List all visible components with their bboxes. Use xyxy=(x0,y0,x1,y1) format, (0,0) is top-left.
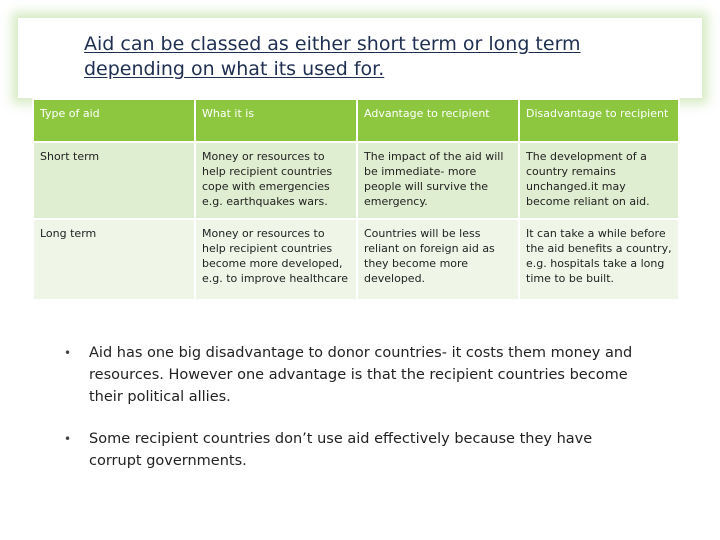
cell-disadvantage: The development of a country remains unchanged.it may become reliant on aid. xyxy=(519,142,679,219)
header-advantage: Advantage to recipient xyxy=(357,99,519,142)
cell-advantage: The impact of the aid will be immediate- more people will survive the emergency. xyxy=(357,142,519,219)
table-header-row xyxy=(33,99,679,142)
header-disadvantage: Disadvantage to recipient xyxy=(519,99,679,142)
header-type-of-aid: Type of aid xyxy=(33,99,195,142)
cell-disadvantage: It can take a while before the aid benefits a country, e.g. hospitals take a long time to be built. xyxy=(519,219,679,300)
cell-what-it-is: Money or resources to help recipient countries cope with emergencies e.g. earthquakes wars. xyxy=(195,142,357,219)
bullet-list xyxy=(64,342,644,492)
table-row xyxy=(33,219,679,300)
table-row xyxy=(33,142,679,219)
cell-what-it-is: Money or resources to help recipient countries become more developed, e.g. to improve healthcare xyxy=(195,219,357,300)
bullet-icon: • xyxy=(64,432,72,446)
cell-advantage: Countries will be less reliant on foreign aid as they become more developed. xyxy=(357,219,519,300)
list-item xyxy=(64,342,644,408)
bullet-icon: • xyxy=(64,346,72,360)
bullet-text: Some recipient countries don’t use aid effectively because they have corrupt governments. xyxy=(89,431,593,469)
slide-title: Aid can be classed as either short term or long term depending on what its used for. xyxy=(84,33,581,80)
list-item xyxy=(64,428,644,472)
header-what-it-is: What it is xyxy=(195,99,357,142)
aid-types-table xyxy=(32,98,680,301)
cell-type: Long term xyxy=(33,219,195,300)
bullet-text: Aid has one big disadvantage to donor countries- it costs them money and resources. However one advantage is that the recipient countries become their political allies. xyxy=(89,345,633,405)
cell-type: Short term xyxy=(33,142,195,219)
